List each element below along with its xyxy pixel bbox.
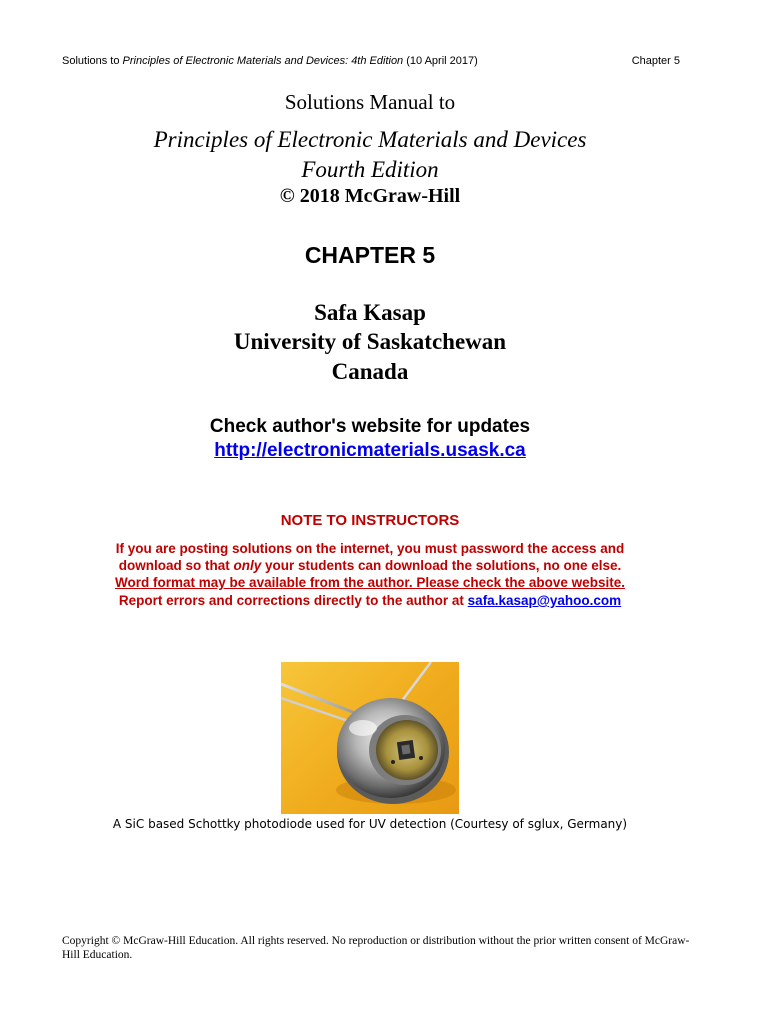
photodiode-illustration <box>281 662 459 814</box>
title-line-2: Principles of Electronic Materials and Devices <box>153 127 587 152</box>
note-line-1: If you are posting solutions on the internet, you must password the access and <box>115 541 625 556</box>
copyright-footer: Copyright © McGraw-Hill Education. All rights reserved. No reproduction or distribution without the prior written consent of McGraw-Hill Education. <box>62 935 690 961</box>
photodiode-image <box>281 662 459 814</box>
note-line-3: Word format may be available from the author. Please check the above website. <box>115 575 625 590</box>
header-date: (10 April 2017) <box>403 55 478 67</box>
note-line-4 <box>0 592 740 609</box>
author-name: Safa Kasap <box>314 300 426 325</box>
note-line-4-pre: Report errors and corrections directly to the author at <box>118 593 468 608</box>
title-copyright: © 2018 McGraw-Hill <box>279 185 461 207</box>
title-line-3: Fourth Edition <box>301 157 439 182</box>
author-university: University of Saskatchewan <box>233 329 507 354</box>
website-url <box>0 439 740 463</box>
image-caption: A SiC based Schottky photodiode used for UV detection (Courtesy of sglux, Germany) <box>112 817 628 831</box>
website-check-text: Check author's website for updates <box>209 416 531 437</box>
header-prefix: Solutions to <box>62 55 123 67</box>
note-line-2-pre: download so that <box>118 558 234 573</box>
title-line-1: Solutions Manual to <box>284 90 456 114</box>
header-book-title: Principles of Electronic Materials and Devices: 4th Edition <box>122 55 404 67</box>
note-line-2-post: your students can download the solutions, no one else. <box>261 558 622 573</box>
author-country: Canada <box>331 359 409 384</box>
note-line-2-italic: only <box>233 558 262 573</box>
author-email-link[interactable]: safa.kasap@yahoo.com <box>467 593 622 608</box>
chapter-heading: CHAPTER 5 <box>304 242 436 268</box>
page-header <box>62 54 680 68</box>
note-line-2 <box>0 557 740 574</box>
note-title: NOTE TO INSTRUCTORS <box>280 512 460 529</box>
header-chapter: Chapter 5 <box>631 55 680 67</box>
website-link[interactable]: http://electronicmaterials.usask.ca <box>214 440 526 461</box>
